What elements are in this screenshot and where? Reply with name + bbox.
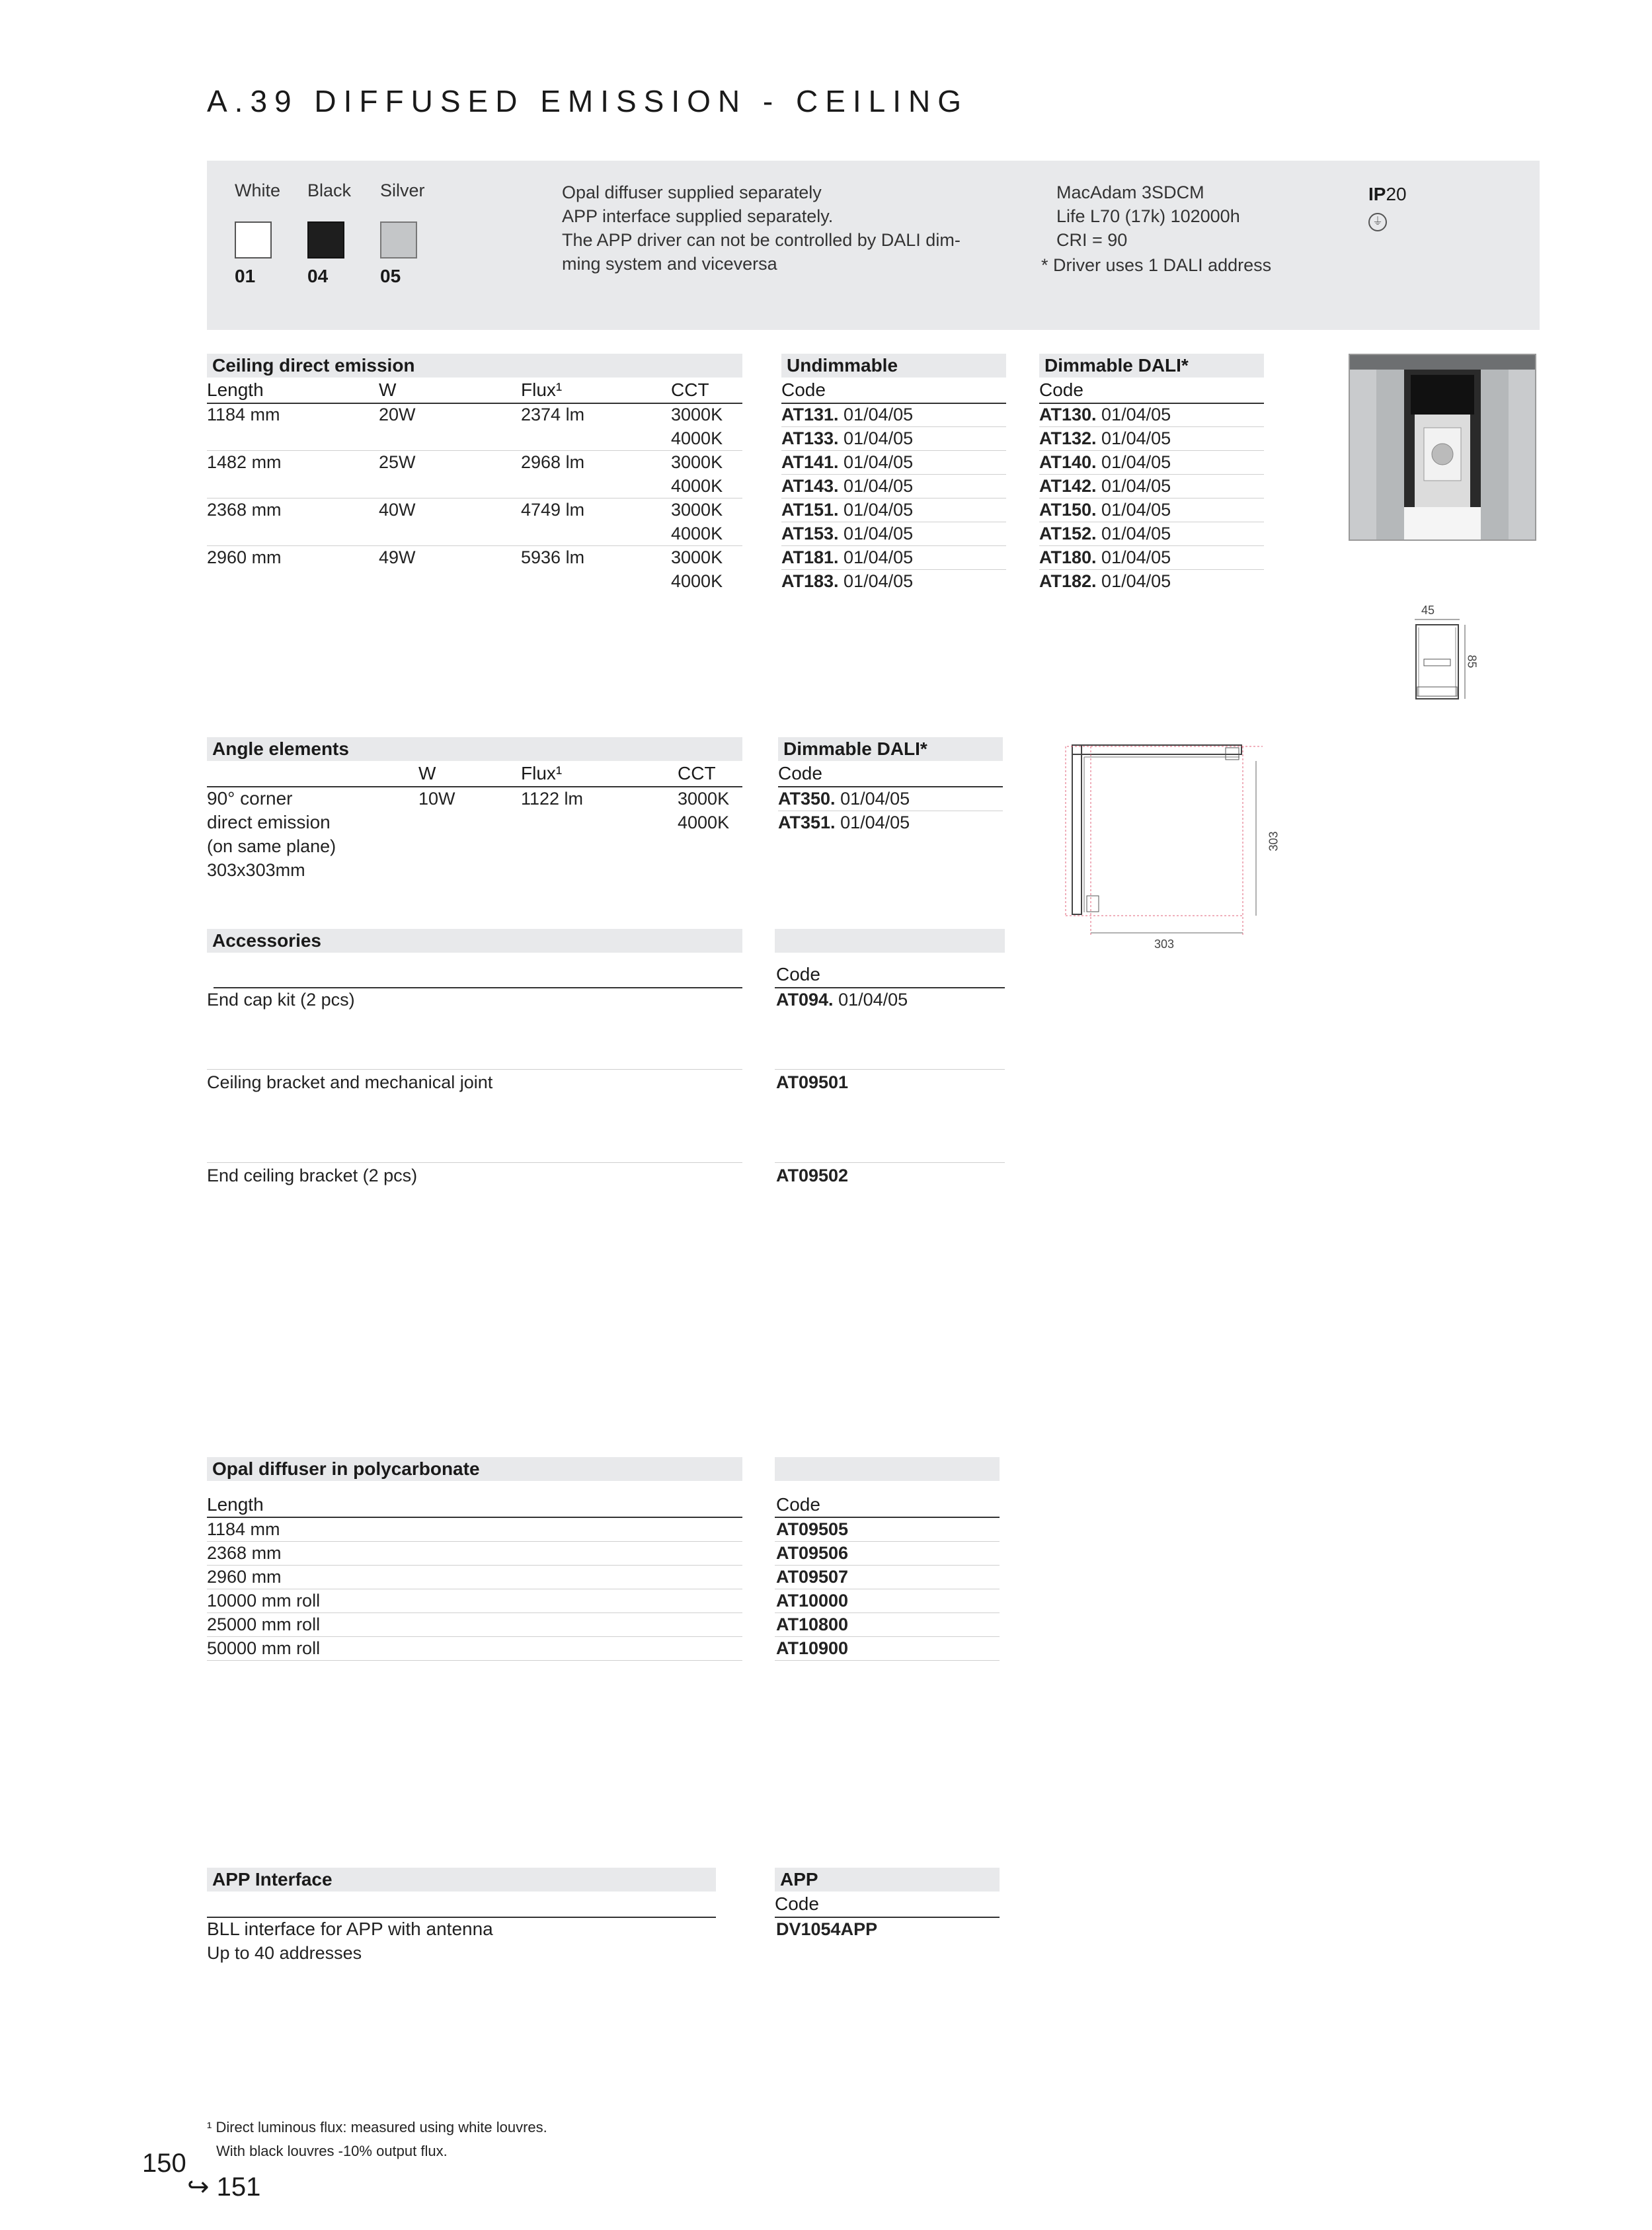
code-row bbox=[781, 450, 913, 474]
app-desc: BLL interface for APP with antenna bbox=[207, 1919, 493, 1939]
opal-length: 25000 mm roll bbox=[207, 1614, 321, 1634]
code-row bbox=[1039, 403, 1171, 426]
row-length: 1482 mm bbox=[207, 452, 282, 472]
code-row bbox=[1039, 450, 1171, 474]
code-suffix: 01/04/05 bbox=[838, 476, 914, 496]
row-divider bbox=[775, 1660, 1000, 1661]
code-prefix: AT140. bbox=[1039, 452, 1097, 472]
row-divider bbox=[775, 1069, 1005, 1070]
angle-col-cct: CCT bbox=[678, 763, 716, 783]
code-prefix: AT141. bbox=[781, 452, 839, 472]
code-suffix: 01/04/05 bbox=[838, 524, 914, 543]
profile-section-drawing bbox=[1408, 618, 1468, 704]
corner-drawing bbox=[1064, 737, 1282, 955]
code-row bbox=[781, 474, 913, 498]
code-row bbox=[1039, 522, 1171, 545]
product-photo bbox=[1349, 354, 1536, 541]
row-flux: 2374 lm bbox=[521, 405, 585, 424]
angle-dali-header: Dimmable DALI* bbox=[778, 737, 1003, 761]
code-suffix: 01/04/05 bbox=[838, 990, 908, 1010]
arrow-icon: ↪ bbox=[187, 2172, 210, 2202]
code-prefix: AT351. bbox=[778, 813, 836, 832]
accessory-name: Ceiling bracket and mechanical joint bbox=[207, 1072, 493, 1092]
row-length: 1184 mm bbox=[207, 405, 280, 424]
code-prefix: AT09501 bbox=[776, 1072, 849, 1092]
note-line: Opal diffuser supplied separately bbox=[562, 182, 822, 202]
angle-desc: (on same plane) bbox=[207, 836, 336, 856]
accessory-code bbox=[776, 1070, 848, 1094]
row-divider bbox=[207, 545, 742, 546]
code-suffix: 01/04/05 bbox=[838, 547, 914, 567]
opal-length: 50000 mm roll bbox=[207, 1638, 321, 1658]
code-prefix: AT151. bbox=[781, 500, 839, 520]
code-prefix: AT143. bbox=[781, 476, 839, 496]
angle-col-w: W bbox=[418, 763, 436, 783]
footnote-2: With black louvres -10% output flux. bbox=[216, 2143, 448, 2159]
accessories-header: Accessories bbox=[207, 929, 742, 953]
opal-length: 1184 mm bbox=[207, 1519, 280, 1539]
code-prefix: AT131. bbox=[781, 405, 839, 424]
row-divider bbox=[207, 1541, 742, 1542]
code-suffix: 01/04/05 bbox=[1096, 452, 1171, 472]
col-flux: Flux¹ bbox=[521, 379, 563, 400]
code-row bbox=[781, 522, 913, 545]
opal-code: AT09506 bbox=[776, 1543, 849, 1563]
opal-code: AT09507 bbox=[776, 1567, 849, 1587]
opal-col-length: Length bbox=[207, 1494, 264, 1515]
row-cct: 4000K bbox=[671, 571, 723, 591]
row-w: 49W bbox=[379, 547, 416, 567]
opal-length: 2960 mm bbox=[207, 1567, 282, 1587]
color-swatch-silver bbox=[380, 221, 417, 259]
code-prefix: AT152. bbox=[1039, 524, 1097, 543]
next-page-number: 151 bbox=[216, 2172, 261, 2202]
row-cct: 4000K bbox=[671, 428, 723, 448]
accessories-code-header bbox=[775, 929, 1005, 953]
code-suffix: 01/04/05 bbox=[1096, 571, 1171, 591]
opal-code: AT10000 bbox=[776, 1591, 849, 1611]
row-w: 40W bbox=[379, 500, 416, 520]
undimmable-col-code: Code bbox=[781, 379, 826, 400]
code-suffix: 01/04/05 bbox=[838, 428, 914, 448]
code-prefix: AT130. bbox=[1039, 405, 1097, 424]
divider bbox=[207, 403, 742, 404]
col-length: Length bbox=[207, 379, 264, 400]
dali-header: Dimmable DALI* bbox=[1039, 354, 1264, 378]
page-title: A.39 DIFFUSED EMISSION - CEILING bbox=[207, 84, 969, 118]
angle-desc: direct emission bbox=[207, 812, 331, 832]
code-suffix: 01/04/05 bbox=[1096, 405, 1171, 424]
code-prefix: AT133. bbox=[781, 428, 839, 448]
angle-header: Angle elements bbox=[207, 737, 742, 761]
col-w: W bbox=[379, 379, 397, 400]
ip-value: 20 bbox=[1386, 184, 1407, 204]
code-suffix: 01/04/05 bbox=[840, 813, 910, 832]
app-code bbox=[776, 1917, 877, 1941]
code-row bbox=[1039, 474, 1171, 498]
col-cct: CCT bbox=[671, 379, 709, 400]
code-row bbox=[1039, 426, 1171, 450]
note-line: ming system and viceversa bbox=[562, 254, 777, 274]
angle-flux: 1122 lm bbox=[521, 789, 584, 809]
row-w: 20W bbox=[379, 405, 416, 424]
accessory-name: End ceiling bracket (2 pcs) bbox=[207, 1166, 418, 1185]
opal-col-code: Code bbox=[776, 1494, 820, 1515]
code-prefix: DV1054APP bbox=[776, 1919, 878, 1939]
code-prefix: AT350. bbox=[778, 789, 836, 809]
color-label-white: White bbox=[235, 180, 281, 200]
note-line: APP interface supplied separately. bbox=[562, 206, 834, 226]
spec-line: MacAdam 3SDCM bbox=[1056, 182, 1204, 202]
spec-dali-note: * Driver uses 1 DALI address bbox=[1041, 255, 1272, 275]
specs-block bbox=[1056, 180, 1240, 252]
color-code-black: 04 bbox=[307, 266, 329, 286]
corner-dim-bottom: 303 bbox=[1154, 937, 1175, 951]
app-header: APP Interface bbox=[207, 1868, 716, 1892]
angle-w: 10W bbox=[418, 789, 455, 809]
row-length: 2368 mm bbox=[207, 500, 282, 520]
undimmable-header: Undimmable bbox=[781, 354, 1006, 378]
code-suffix: 01/04/05 bbox=[1096, 547, 1171, 567]
row-flux: 2968 lm bbox=[521, 452, 585, 472]
opal-code: AT10800 bbox=[776, 1614, 849, 1634]
opal-code: AT10900 bbox=[776, 1638, 849, 1658]
color-label-black: Black bbox=[307, 180, 352, 200]
code-row bbox=[781, 569, 913, 593]
color-code-silver: 05 bbox=[380, 266, 401, 286]
code-suffix: 01/04/05 bbox=[838, 405, 914, 424]
row-cct: 3000K bbox=[671, 452, 723, 472]
profile-height-label: 85 bbox=[1465, 655, 1479, 668]
row-divider bbox=[207, 1660, 742, 1661]
code-suffix: 01/04/05 bbox=[838, 500, 914, 520]
code-prefix: AT09502 bbox=[776, 1166, 849, 1185]
accessories-col-code: Code bbox=[776, 964, 820, 984]
ip-rating bbox=[1368, 184, 1407, 205]
row-length: 2960 mm bbox=[207, 547, 282, 567]
divider bbox=[207, 1517, 742, 1518]
earth-icon: ⏚ bbox=[1368, 213, 1387, 231]
product-photo-illustration bbox=[1350, 355, 1535, 539]
accessory-code bbox=[776, 1164, 848, 1187]
row-cct: 3000K bbox=[671, 547, 723, 567]
row-divider bbox=[207, 1565, 742, 1566]
notes-block bbox=[562, 180, 961, 276]
app-col-code: Code bbox=[775, 1893, 819, 1914]
note-line: The APP driver can not be controlled by DALI dim- bbox=[562, 230, 961, 250]
row-cct: 4000K bbox=[671, 476, 723, 496]
app-code-header: APP bbox=[775, 1868, 1000, 1892]
app-desc2: Up to 40 addresses bbox=[207, 1943, 362, 1963]
code-prefix: AT150. bbox=[1039, 500, 1097, 520]
code-suffix: 01/04/05 bbox=[1096, 428, 1171, 448]
profile-width-label: 45 bbox=[1421, 604, 1435, 617]
row-w: 25W bbox=[379, 452, 416, 472]
row-divider bbox=[207, 450, 742, 451]
code-row bbox=[781, 498, 913, 522]
dali-col-code: Code bbox=[1039, 379, 1083, 400]
angle-cct: 3000K bbox=[678, 789, 730, 809]
opal-length: 2368 mm bbox=[207, 1543, 282, 1563]
angle-code bbox=[778, 787, 910, 811]
code-suffix: 01/04/05 bbox=[838, 452, 914, 472]
color-label-silver: Silver bbox=[380, 180, 425, 200]
code-suffix: 01/04/05 bbox=[838, 571, 914, 591]
opal-code: AT09505 bbox=[776, 1519, 849, 1539]
code-row bbox=[1039, 545, 1171, 569]
code-prefix: AT132. bbox=[1039, 428, 1097, 448]
row-cct: 4000K bbox=[671, 524, 723, 543]
code-prefix: AT094. bbox=[776, 990, 834, 1010]
next-page-link[interactable] bbox=[187, 2172, 260, 2202]
code-prefix: AT182. bbox=[1039, 571, 1097, 591]
code-prefix: AT142. bbox=[1039, 476, 1097, 496]
ip-prefix: IP bbox=[1368, 184, 1386, 204]
color-swatch-white bbox=[235, 221, 272, 259]
row-cct: 3000K bbox=[671, 500, 723, 520]
code-prefix: AT183. bbox=[781, 571, 839, 591]
row-cct: 3000K bbox=[671, 405, 723, 424]
ceiling-header: Ceiling direct emission bbox=[207, 354, 742, 378]
opal-header: Opal diffuser in polycarbonate bbox=[207, 1457, 742, 1481]
code-row bbox=[781, 426, 913, 450]
footnote-1: ¹ Direct luminous flux: measured using white louvres. bbox=[207, 2119, 547, 2135]
angle-cct: 4000K bbox=[678, 813, 730, 832]
code-row bbox=[781, 403, 913, 426]
row-divider bbox=[775, 1162, 1005, 1163]
code-suffix: 01/04/05 bbox=[840, 789, 910, 809]
page-number: 150 bbox=[142, 2149, 186, 2178]
angle-desc: 303x303mm bbox=[207, 860, 305, 880]
code-suffix: 01/04/05 bbox=[1096, 524, 1171, 543]
opal-code-header bbox=[775, 1457, 1000, 1481]
accessory-code bbox=[776, 988, 908, 1012]
angle-col-code: Code bbox=[778, 763, 822, 783]
code-row bbox=[1039, 498, 1171, 522]
angle-desc: 90° corner bbox=[207, 788, 293, 809]
code-suffix: 01/04/05 bbox=[1096, 500, 1171, 520]
opal-length: 10000 mm roll bbox=[207, 1591, 321, 1611]
color-swatch-black bbox=[307, 221, 344, 259]
code-row bbox=[1039, 569, 1171, 593]
code-prefix: AT153. bbox=[781, 524, 839, 543]
row-flux: 5936 lm bbox=[521, 547, 585, 567]
angle-code bbox=[778, 811, 910, 834]
corner-dim-side: 303 bbox=[1267, 831, 1280, 852]
angle-col-flux: Flux¹ bbox=[521, 763, 563, 783]
code-prefix: AT181. bbox=[781, 547, 839, 567]
row-divider bbox=[207, 1069, 742, 1070]
code-prefix: AT180. bbox=[1039, 547, 1097, 567]
spec-line: Life L70 (17k) 102000h bbox=[1056, 206, 1240, 226]
code-suffix: 01/04/05 bbox=[1096, 476, 1171, 496]
spec-line: CRI = 90 bbox=[1056, 230, 1128, 250]
row-flux: 4749 lm bbox=[521, 500, 585, 520]
color-code-white: 01 bbox=[235, 266, 256, 286]
code-row bbox=[781, 545, 913, 569]
row-divider bbox=[207, 1162, 742, 1163]
accessory-name: End cap kit (2 pcs) bbox=[207, 990, 355, 1010]
